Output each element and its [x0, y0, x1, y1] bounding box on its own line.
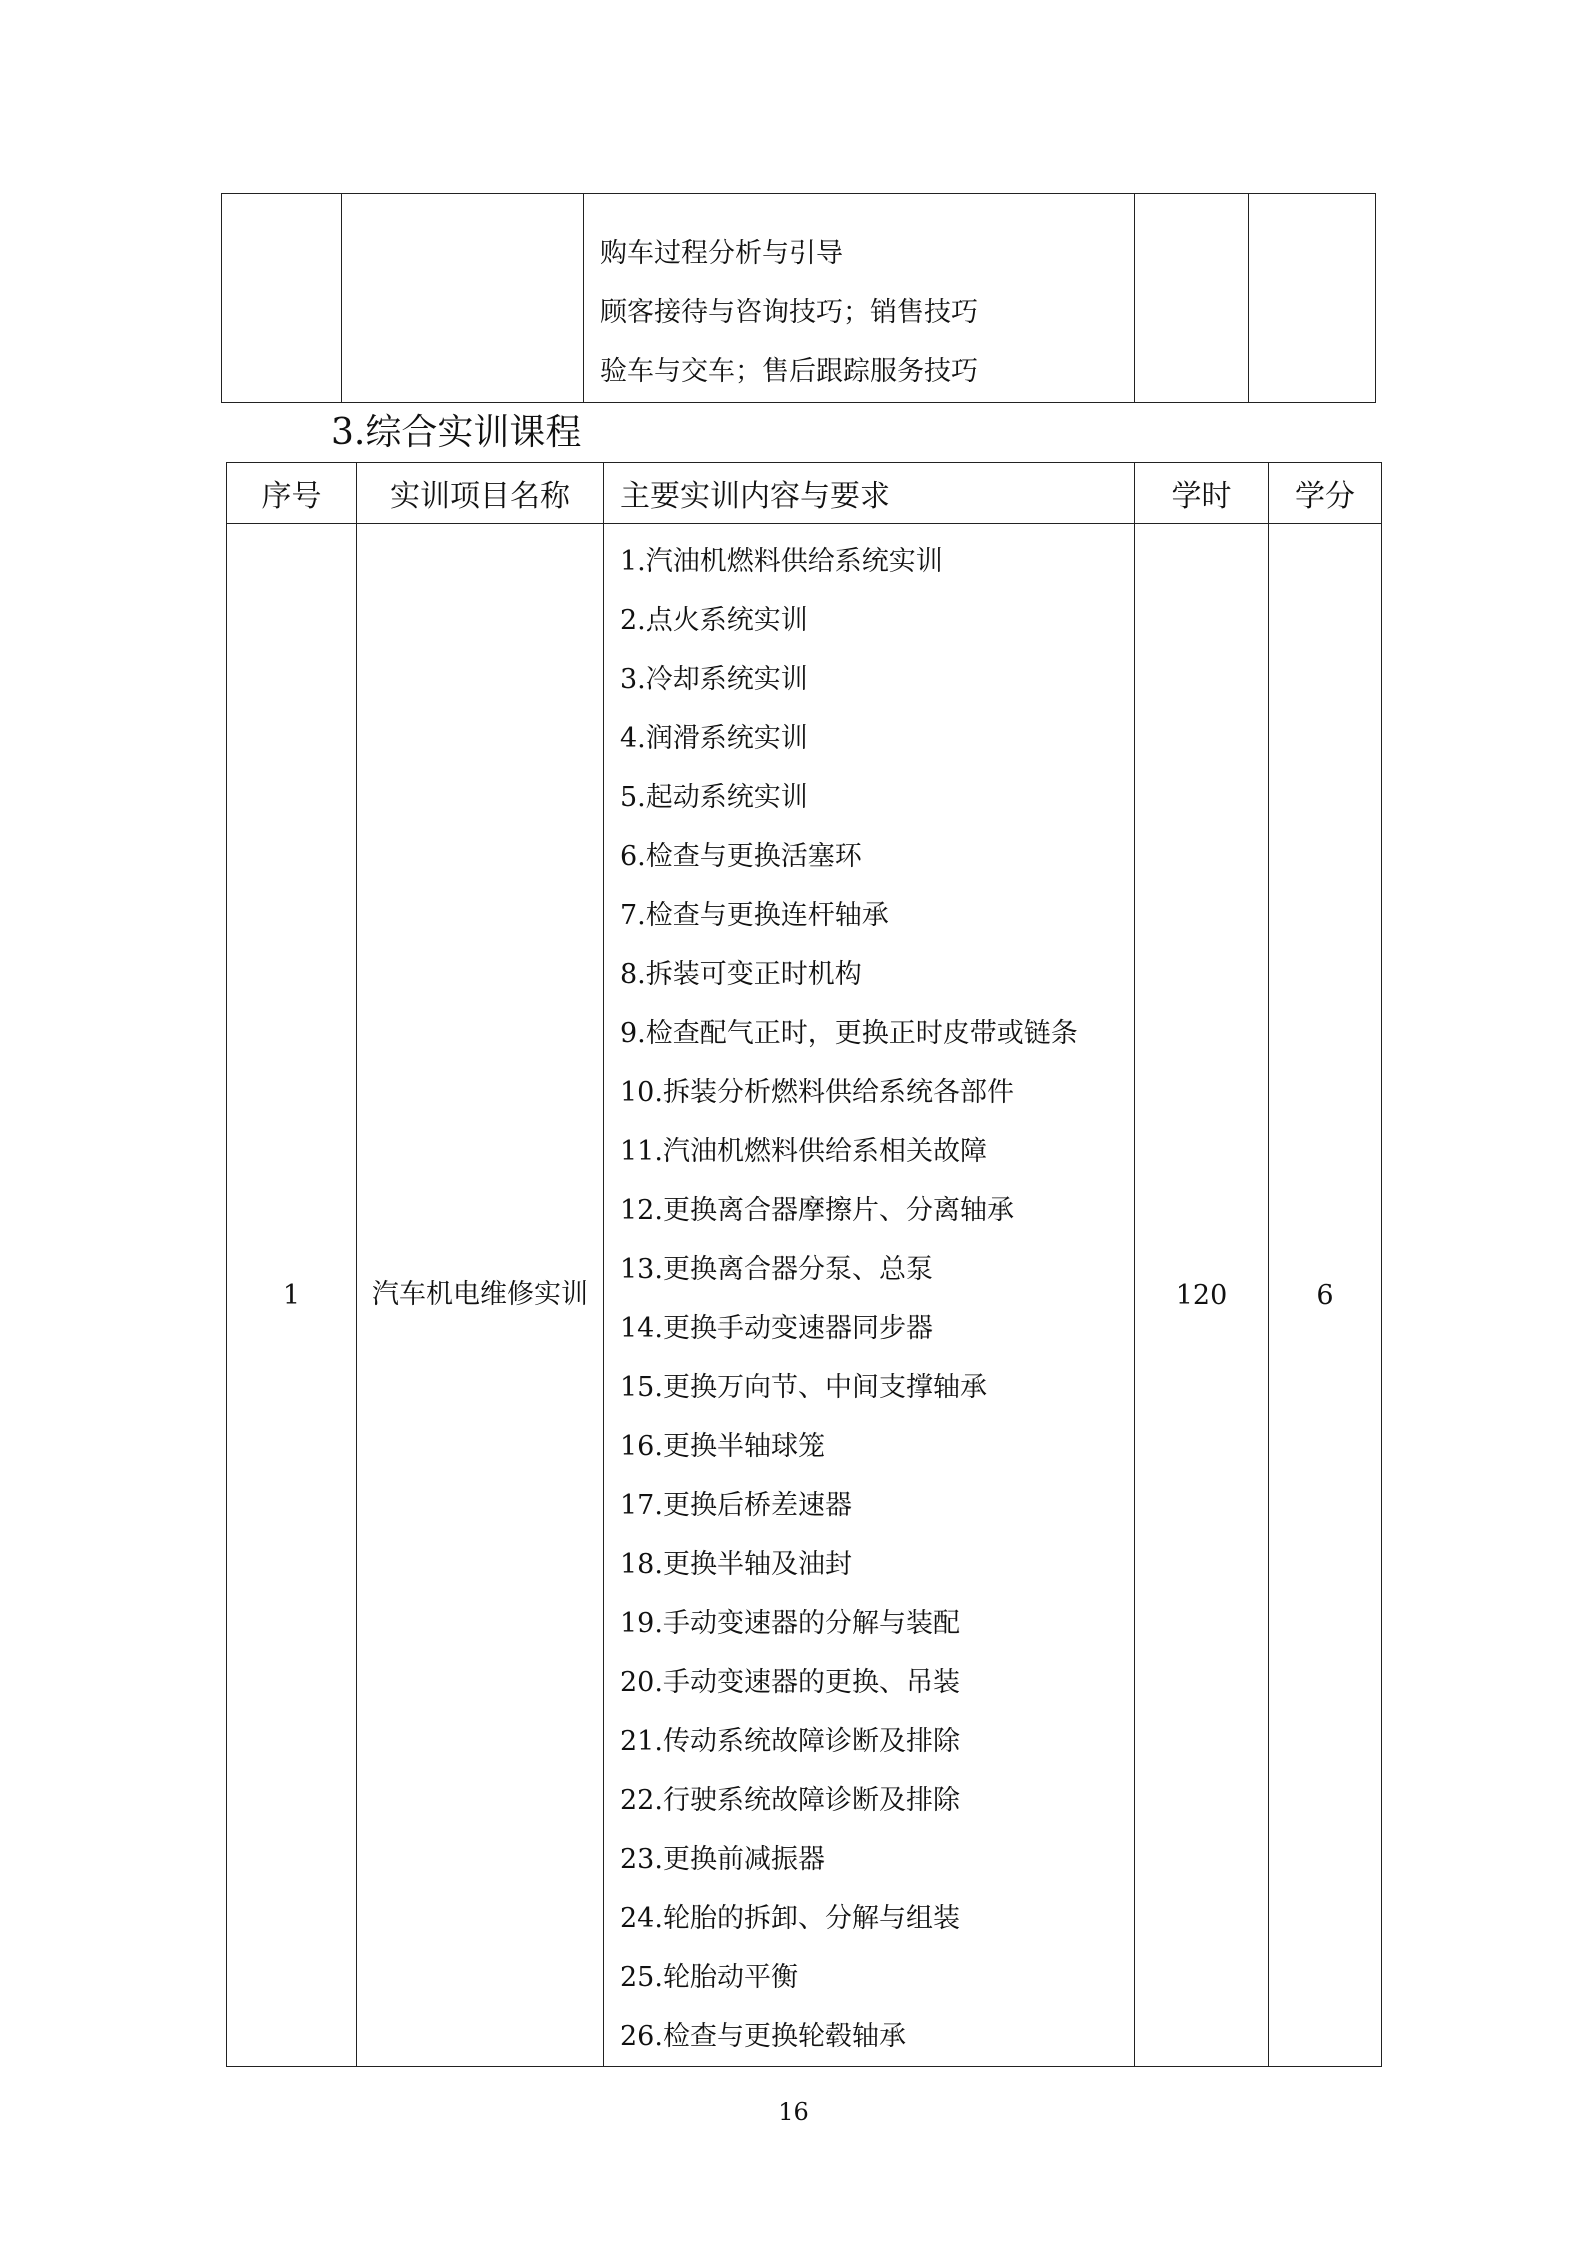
seq-cell: 1 [227, 524, 357, 2067]
content-line: 顾客接待与咨询技巧；销售技巧 [600, 297, 978, 328]
content-cell [604, 524, 1135, 2067]
training-item: 6.检查与更换活塞环 [620, 841, 862, 872]
training-item: 4.润滑系统实训 [620, 723, 808, 754]
training-item: 20.手动变速器的更换、吊装 [620, 1667, 960, 1698]
training-course-table [226, 462, 1382, 2067]
name-cell: 汽车机电维修实训 [357, 524, 604, 2067]
header-hours: 学时 [1135, 463, 1269, 524]
training-item: 15.更换万向节、中间支撑轴承 [620, 1372, 987, 1403]
header-seq: 序号 [227, 463, 357, 524]
empty-cell [1249, 194, 1376, 403]
training-item: 12.更换离合器摩擦片、分离轴承 [620, 1195, 1014, 1226]
training-item: 9.检查配气正时，更换正时皮带或链条 [620, 1018, 1078, 1049]
training-item: 16.更换半轴球笼 [620, 1431, 825, 1462]
header-content: 主要实训内容与要求 [604, 463, 1135, 524]
training-item: 25.轮胎动平衡 [620, 1962, 798, 1993]
training-item: 26.检查与更换轮毂轴承 [620, 2021, 906, 2052]
empty-cell [1135, 194, 1249, 403]
training-item: 23.更换前减振器 [620, 1844, 825, 1875]
table-row [222, 194, 1376, 403]
training-item: 1.汽油机燃料供给系统实训 [620, 546, 943, 577]
continued-table [221, 193, 1376, 403]
training-item: 19.手动变速器的分解与装配 [620, 1608, 960, 1639]
credits-cell: 6 [1269, 524, 1382, 2067]
section-heading: 3.综合实训课程 [331, 412, 582, 453]
table-header-row [227, 463, 1382, 524]
training-item: 24.轮胎的拆卸、分解与组装 [620, 1903, 960, 1934]
training-item: 7.检查与更换连杆轴承 [620, 900, 889, 931]
header-credits: 学分 [1269, 463, 1382, 524]
header-name: 实训项目名称 [357, 463, 604, 524]
table-row [227, 524, 1382, 2067]
training-item: 10.拆装分析燃料供给系统各部件 [620, 1077, 1014, 1108]
training-item: 5.起动系统实训 [620, 782, 808, 813]
training-item: 22.行驶系统故障诊断及排除 [620, 1785, 960, 1816]
training-item: 2.点火系统实训 [620, 605, 808, 636]
content-line: 验车与交车；售后跟踪服务技巧 [600, 356, 978, 387]
training-item: 17.更换后桥差速器 [620, 1490, 852, 1521]
page-number: 16 [778, 2098, 809, 2126]
training-item: 11.汽油机燃料供给系相关故障 [620, 1136, 987, 1167]
empty-cell [222, 194, 342, 403]
hours-cell: 120 [1135, 524, 1269, 2067]
training-item: 14.更换手动变速器同步器 [620, 1313, 933, 1344]
training-item: 21.传动系统故障诊断及排除 [620, 1726, 960, 1757]
content-cell [584, 194, 1135, 403]
training-item: 18.更换半轴及油封 [620, 1549, 852, 1580]
content-line: 购车过程分析与引导 [600, 238, 843, 269]
training-item: 3.冷却系统实训 [620, 664, 808, 695]
training-item: 13.更换离合器分泵、总泵 [620, 1254, 933, 1285]
empty-cell [342, 194, 584, 403]
training-items-list [620, 532, 1134, 2066]
training-item: 8.拆装可变正时机构 [620, 959, 862, 990]
